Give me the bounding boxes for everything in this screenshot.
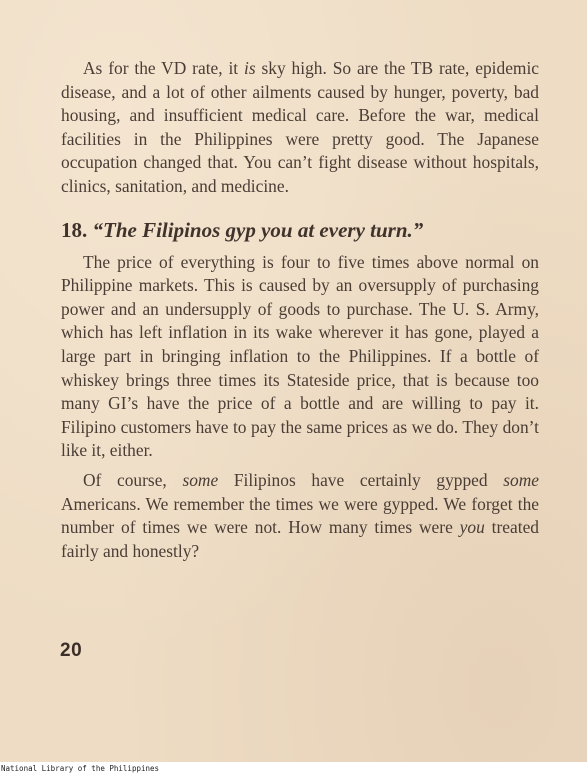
heading-quote: “The Filipinos gyp you at every turn.” bbox=[92, 217, 424, 242]
paragraph-vd-rate bbox=[61, 57, 539, 199]
paragraph-prices: The price of everything is four to five times above normal on Philippine markets. This is caused by an oversupply of purchasing power and an undersupply of goods to purchase. The U. S. Army, which has left inflation in its wake wherever it has gone, played a large part in bringing inflation to the Philippines. If a bottle of whiskey brings three times its Stateside price, that is because too many GI’s have the price of a bottle and are willing to pay it. Filipino customers have to pay the same prices as we do. They don’t like it, either. bbox=[61, 251, 539, 461]
emphasis-text: some bbox=[182, 469, 219, 490]
paragraph-text: Filipinos have certainly gypped bbox=[218, 469, 504, 490]
heading-number: 18. bbox=[61, 217, 88, 242]
paragraph-gypped bbox=[61, 469, 539, 563]
page-text bbox=[61, 57, 539, 563]
emphasis-text: you bbox=[459, 517, 485, 538]
paragraph-text: As for the VD rate, it bbox=[83, 58, 245, 78]
paragraph-text: sky high. So are the TB rate, epidemic disease, and a lot of other ailments caused by hunger, poverty, bad housing, and insufficient medical care. Before the war, medical facilities in the Philippines were pretty good. The Japanese occupation changed that. You can’t fight disease without hospitals, clinics, sanitation, and medicine. bbox=[61, 58, 539, 196]
paragraph-text: Americans. We remember the times we were gypped. We forget the number of times we were not. How many times were bbox=[61, 493, 539, 538]
paragraph-text: treated fairly and honestly? bbox=[61, 517, 539, 561]
section-heading bbox=[61, 217, 539, 243]
library-credit: National Library of the Philippines bbox=[1, 764, 160, 773]
emphasis-text: is bbox=[244, 58, 256, 78]
paragraph-text: Of course, bbox=[83, 469, 183, 490]
emphasis-text: some bbox=[503, 469, 540, 490]
page-number: 20 bbox=[60, 640, 83, 661]
